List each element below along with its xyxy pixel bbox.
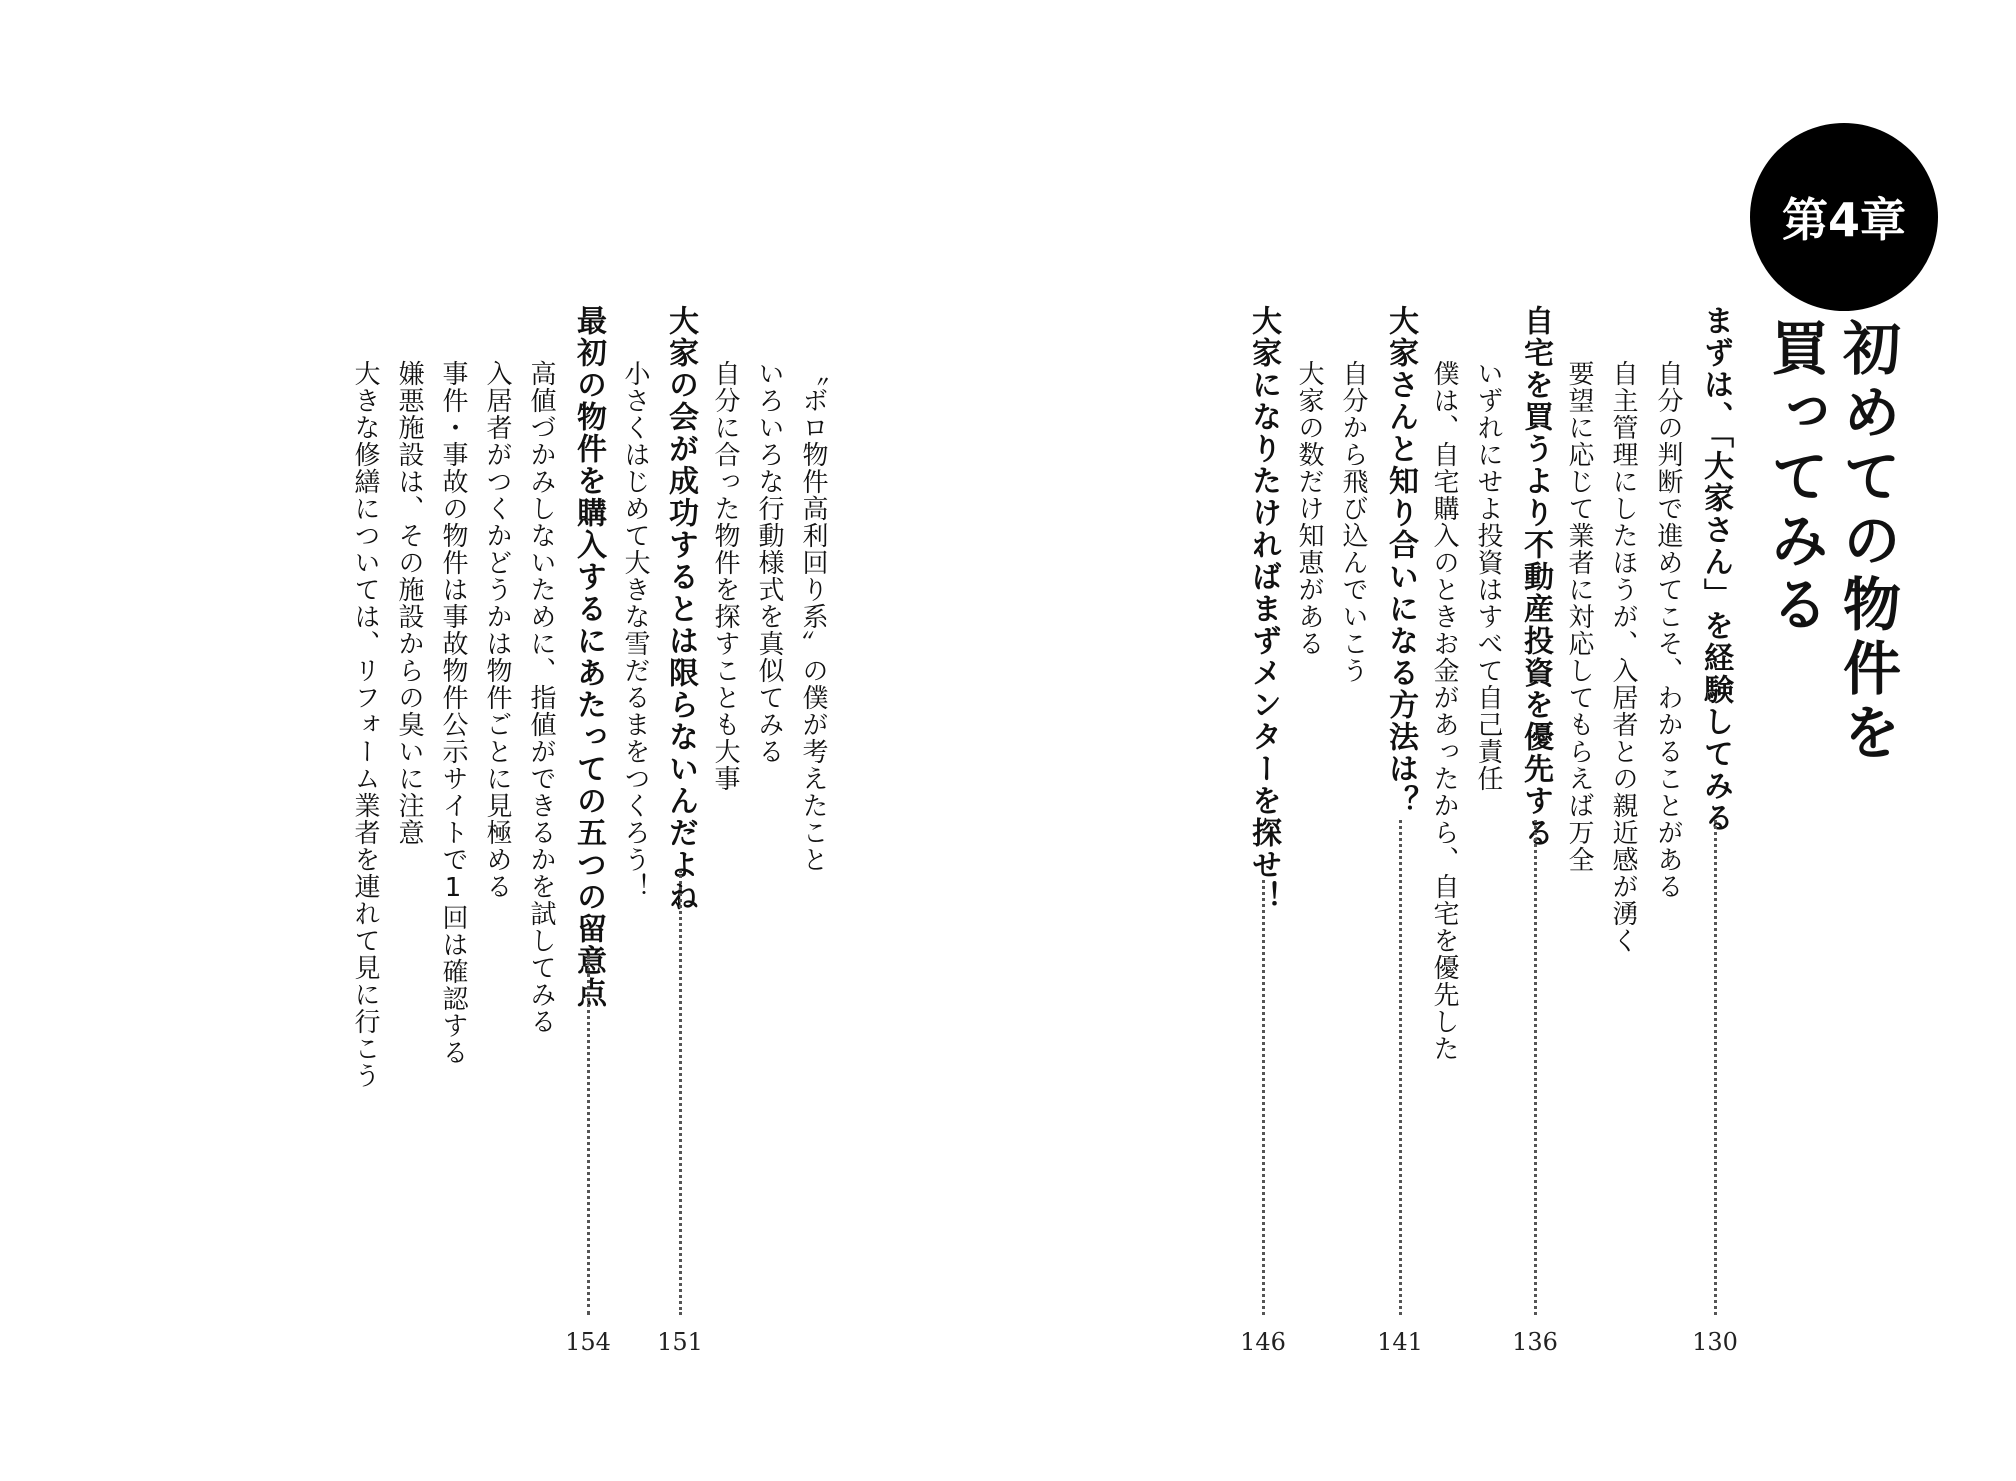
page-number-3: 141 — [1377, 1328, 1423, 1356]
section-title-5: 大家の会が成功するとは限らないんだよね — [663, 305, 698, 913]
page-number-1: 130 — [1692, 1328, 1738, 1356]
chapter-title-line-2: 買ってみる — [1761, 318, 1829, 638]
section-title-4: 大家になりたければまずメンターを探せ！ — [1246, 305, 1281, 913]
section-3-item-1: 自分から飛び込んでいこう — [1338, 360, 1368, 684]
section-6-item-4: 嫌悪施設は、その施設からの臭いに注意 — [394, 360, 424, 846]
section-1-item-3: 要望に応じて業者に対応してもらえば万全 — [1564, 360, 1594, 873]
section-2-item-1: いずれにせよ投資はすべて自己責任 — [1473, 360, 1503, 792]
toc-leader-6 — [587, 955, 590, 1315]
page-number-4: 146 — [1240, 1328, 1286, 1356]
chapter-badge: 第4章 — [1750, 123, 1938, 311]
section-6-item-3: 事件・事故の物件は事故物件公示サイトで1回は確認する — [438, 360, 468, 1066]
toc-leader-2 — [1534, 820, 1537, 1315]
section-4-item-3: 自分に合った物件を探すことも大事 — [710, 360, 740, 792]
section-1-item-1: 自分の判断で進めてこそ、わかることがある — [1653, 360, 1683, 900]
section-1-item-2: 自主管理にしたほうが、入居者との親近感が湧く — [1608, 360, 1638, 954]
section-6-item-1: 高値づかみしないために、指値ができるかを試してみる — [526, 360, 556, 1035]
section-3-item-2: 大家の数だけ知恵がある — [1294, 360, 1324, 657]
page-number-5: 151 — [657, 1328, 703, 1356]
section-4-item-2: いろいろな行動様式を真似てみる — [754, 360, 784, 765]
page-number-2: 136 — [1512, 1328, 1558, 1356]
section-title-2: 自宅を買うより不動産投資を優先する — [1518, 305, 1553, 849]
toc-leader-4 — [1262, 880, 1265, 1315]
toc-leader-3 — [1399, 820, 1402, 1315]
section-title-6: 最初の物件を購入するにあたっての五つの留意点 — [571, 305, 606, 1009]
section-title-1: まずは、「大家さん」を経験してみる — [1698, 305, 1733, 834]
toc-leader-5 — [679, 870, 682, 1315]
toc-leader-1 — [1714, 820, 1717, 1315]
section-4-item-1: 〝ボロ物件高利回り系〟の僕が考えたこと — [798, 360, 828, 873]
chapter-title-line-1: 初めての物件を — [1833, 318, 1901, 766]
page-number-6: 154 — [565, 1328, 611, 1356]
section-6-item-2: 入居者がつくかどうかは物件ごとに見極める — [482, 360, 512, 900]
section-2-item-2: 僕は、自宅購入のときお金があったから、自宅を優先した — [1429, 360, 1459, 1062]
section-title-3: 大家さんと知り合いになる方法は？ — [1383, 305, 1418, 817]
section-5-item-1: 小さくはじめて大きな雪だるまをつくろう！ — [620, 360, 650, 900]
section-6-item-5: 大きな修繕については、リフォーム業者を連れて見に行こう — [350, 360, 380, 1089]
